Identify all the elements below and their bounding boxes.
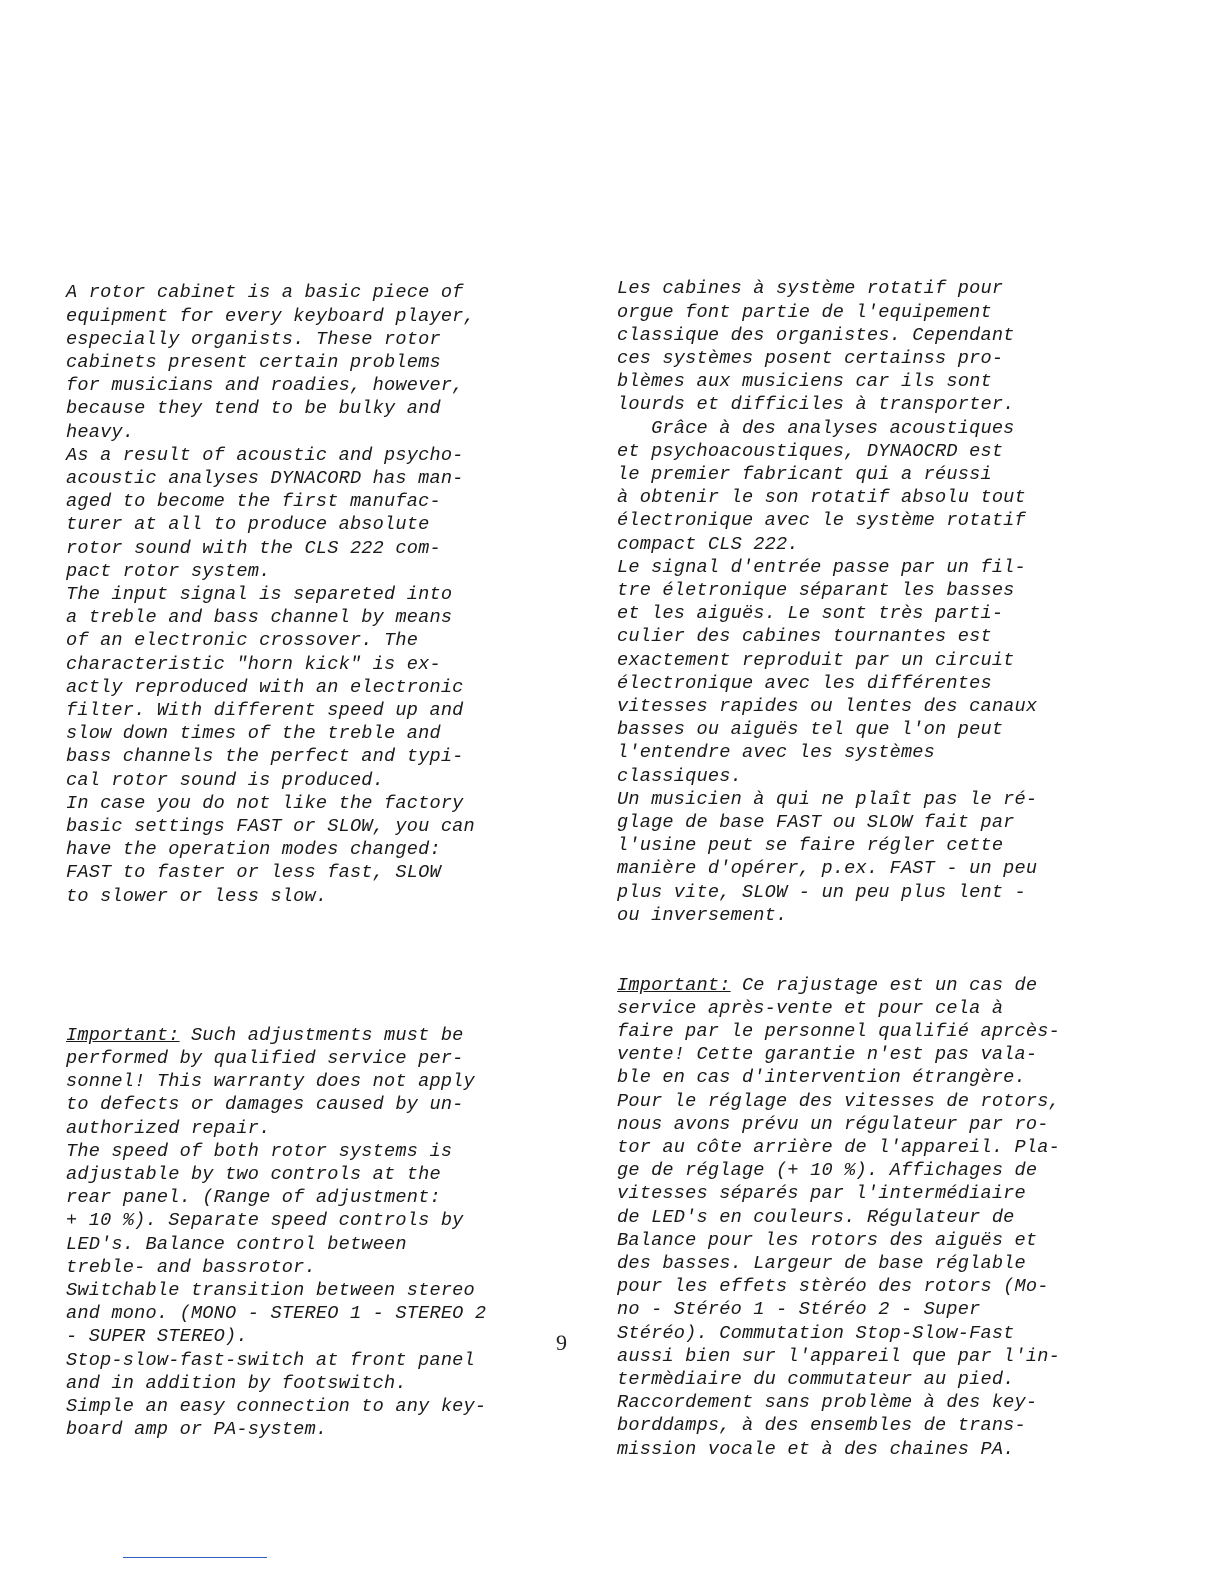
french-important-paragraph [617, 974, 1177, 1461]
english-column [66, 235, 606, 1465]
footnote-rule [123, 1557, 267, 1558]
english-important-label: Important: [66, 1024, 180, 1046]
french-important-label: Important: [617, 974, 731, 996]
french-column [617, 231, 1177, 1484]
english-important-paragraph [66, 1024, 606, 1442]
paragraph-gap [66, 954, 606, 977]
english-intro-text: A rotor cabinet is a basic piece of equipment for every keyboard player, especially organists. These rotor cabinets present certain problems for musicians and roadies, however, because they tend to be bulky and heavy. As a result of acoustic and psycho- acoustic analyses DYNACORD has man- aged to become the first manufac- turer at all to produce absolute rotor sound with the CLS 222 com- pact rotor system. The input signal is separeted into a treble and bass channel by means of an electronic crossover. The characteristic "horn kick" is ex- actly reproduced with an electronic filter. With different speed up and slow down times of the treble and bass channels the perfect and typi- cal rotor sound is produced. In case you do not like the factory basic settings FAST or SLOW, you can have the operation modes changed: FAST to faster or less fast, SLOW to slower or less slow. [66, 282, 475, 907]
english-important-text: Such adjustments must be performed by qualified service per- sonnel! This warranty does not apply to defects or damages caused by un- authorized repair. The speed of both rotor systems is adjustable by two controls at the rear panel. (Range of adjustment: + 10 %). Separate speed controls by LED's. Balance control between treble- and bassrotor. Switchable transition between stereo and mono. (MONO - STEREO 1 - STEREO 2 - SUPER STEREO). Stop-slow-fast-switch at front panel and in addition by footswitch. Simple an easy connection to any key- board amp or PA-system. [66, 1024, 487, 1441]
french-intro-text: Les cabines à système rotatif pour orgue font partie de l'equipement classique des organistes. Cependant ces systèmes posent certainss pro- blèmes aux musiciens car ils sont lourds et difficiles à transporter. Grâce à des analyses acoustiques et psychoacoustiques, DYNAOCRD est le premier fabricant qui a réussi à obtenir le son rotatif absolu tout électronique avec le système rotatif compact CLS 222. Le signal d'entrée passe par un fil- tre életronique séparant les basses et les aiguës. Le sont très parti- culier des cabines tournantes est exactement reproduit par un circuit électronique avec les différentes vitesses rapides ou lentes des canaux basses ou aiguës tel que l'on peut l'entendre avec les systèmes classiques. Un musicien à qui ne plaît pas le ré- glage de base FAST ou SLOW fait par l'usine peut se faire régler cette manière d'opérer, p.ex. FAST - un peu plus vite, SLOW - un peu plus lent - ou inversement. [617, 278, 1038, 926]
french-important-text: Ce rajustage est un cas de service après-vente et pour cela à faire par le personnel qualifié aprcès- vente! Cette garantie n'est pas vala- ble en cas d'intervention étrangère. Pour le réglage des vitesses de rotors, nous avons prévu un régulateur par ro- tor au côte arrière de l'appareil. Pla- ge de réglage (+ 10 %). Affichages de vitesses séparés par l'intermédiaire de LED's en couleurs. Régulateur de Balance pour les rotors des aiguës et des basses. Largeur de base réglable pour les effets stèréo des rotors (Mo- no - Stéréo 1 - Stéréo 2 - Super Stéréo). Commutation Stop-Slow-Fast aussi bien sur l'appareil que par l'in- termèdiaire du commutateur au pied. Raccordement sans problème à des key- borddamps, à des ensembles de trans- mission vocale et à des chaines PA. [617, 974, 1060, 1460]
page-number: 9 [556, 1330, 567, 1355]
